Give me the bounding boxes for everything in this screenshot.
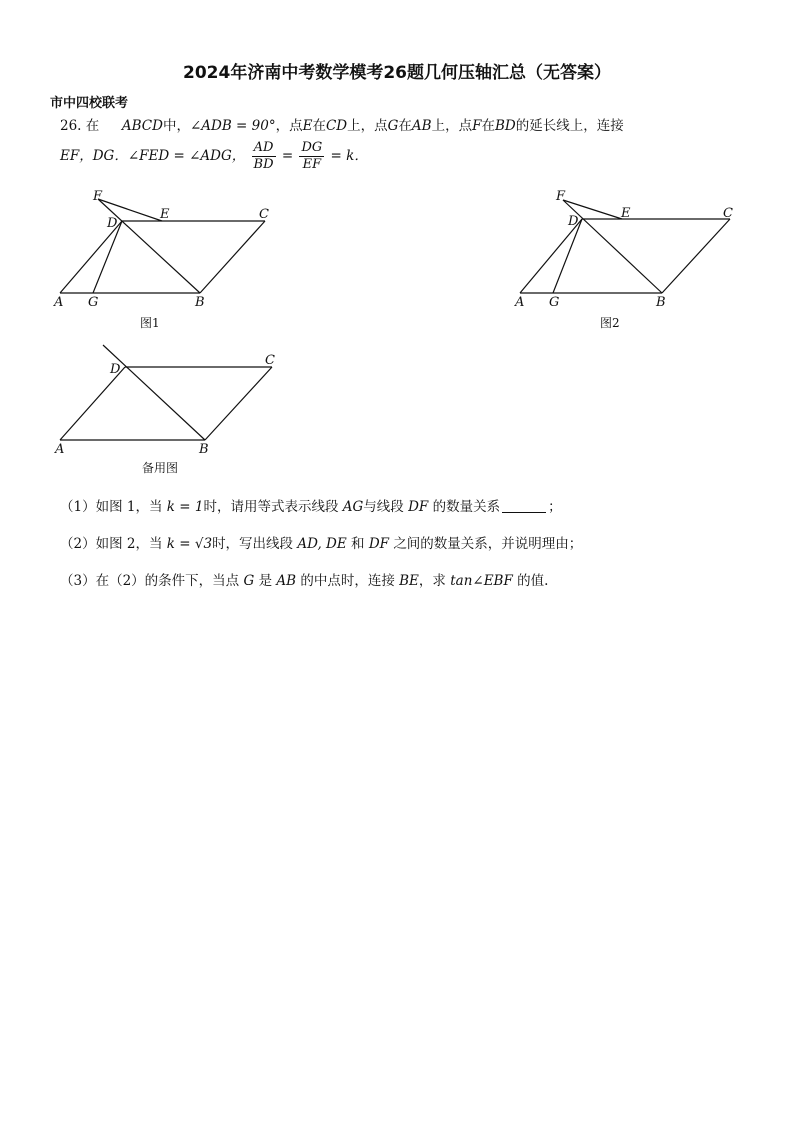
figure-2-caption: 图2	[600, 316, 620, 330]
problem-line-1	[60, 114, 624, 134]
problem-text: 在	[312, 118, 326, 134]
math-point: F	[472, 118, 482, 134]
figure-2	[510, 185, 750, 335]
math-inline: AG	[342, 499, 364, 515]
problem-text: 上，点	[431, 118, 473, 134]
question-1	[60, 495, 562, 515]
segment-bd-extended	[103, 345, 205, 440]
segment-da	[60, 367, 125, 440]
label-g: G	[549, 295, 560, 310]
segment-dg	[553, 219, 582, 293]
math-inline: DF	[408, 499, 429, 515]
problem-text: 在	[85, 118, 100, 134]
figure-backup	[50, 340, 290, 480]
question-text: 时，请用等式表示线段	[203, 499, 339, 515]
question-text: 的中点时，连接	[300, 573, 395, 589]
label-e: E	[160, 207, 170, 222]
label-d: D	[107, 216, 118, 231]
label-d: D	[568, 214, 579, 229]
math-segment: BD	[494, 118, 516, 134]
problem-text: 在	[481, 118, 495, 134]
label-f: F	[93, 189, 103, 204]
problem-text: ，点	[275, 118, 303, 134]
figure-1-caption: 图1	[140, 316, 160, 330]
math-inline: DF	[368, 536, 390, 552]
math-point: G	[387, 118, 399, 134]
math-segment: AB	[411, 118, 432, 134]
question-text: 是	[258, 573, 273, 589]
label-b: B	[656, 295, 666, 310]
page-title: 2024年济南中考数学模考26题几何压轴汇总（无答案）	[183, 63, 611, 83]
math-inline: k = 1	[166, 499, 204, 515]
question-text: 的数量关系	[432, 499, 501, 515]
question-text: （3）在（2）的条件下，当点	[60, 573, 240, 589]
label-c: C	[723, 206, 733, 221]
problem-number: 26.	[60, 118, 82, 134]
figure-backup-lines	[60, 345, 272, 440]
label-b: B	[199, 442, 209, 457]
math-text: = k．	[330, 148, 368, 164]
question-text: ，求	[418, 573, 446, 589]
fraction-numerator: DG	[301, 140, 323, 155]
section-heading: 市中四校联考	[50, 96, 129, 111]
math-inline: AD, DE	[297, 536, 347, 552]
segment-da	[520, 219, 582, 293]
figure-backup-caption: 备用图	[142, 461, 179, 475]
problem-text: 中，	[162, 118, 190, 134]
problem-text: 的延长线上，连接	[515, 118, 624, 134]
question-text: ；	[548, 499, 562, 515]
question-text: 与线段	[363, 499, 404, 515]
problem-line-2	[60, 140, 368, 173]
segment-bc	[662, 219, 730, 293]
segment-da	[60, 221, 122, 293]
label-g: G	[88, 295, 99, 310]
question-2	[60, 532, 582, 552]
question-text: 之间的数量关系，并说明理由；	[393, 536, 583, 552]
segment-bc	[200, 221, 265, 293]
problem-text: 在	[398, 118, 412, 134]
question-text: 时，写出线段	[212, 536, 294, 552]
segment-bf	[98, 199, 200, 293]
label-e: E	[621, 206, 631, 221]
segment-bc	[205, 367, 272, 440]
question-text: 和	[351, 536, 365, 552]
question-text: 的值.	[517, 573, 549, 589]
label-b: B	[195, 295, 205, 310]
label-c: C	[265, 353, 275, 368]
fraction-numerator: AD	[252, 140, 276, 157]
label-a: A	[54, 295, 64, 310]
math-inline: BE	[399, 573, 419, 589]
question-text: （1）如图 1，当	[60, 499, 163, 515]
figure-1	[50, 185, 280, 335]
math-inline: AB	[276, 573, 297, 589]
label-f: F	[556, 189, 566, 204]
problem-text: 上，点	[347, 118, 388, 134]
math-shape: ABCD	[121, 118, 163, 134]
label-a: A	[515, 295, 525, 310]
fraction-denominator: BD	[253, 157, 274, 172]
math-point: E	[302, 118, 313, 134]
math-inline: tan∠EBF	[450, 573, 513, 589]
label-a: A	[55, 442, 65, 457]
math-inline: k = √3	[166, 536, 213, 552]
fraction-dg-ef	[299, 140, 324, 173]
equals-sign: =	[281, 148, 294, 164]
segment-dg	[93, 221, 122, 293]
answer-blank[interactable]	[502, 512, 546, 513]
math-segment: CD	[325, 118, 348, 134]
math-text: EF，DG．∠FED = ∠ADG，	[60, 148, 246, 164]
label-c: C	[259, 207, 269, 222]
fraction-ad-bd	[252, 140, 276, 173]
fraction-denominator: EF	[302, 157, 322, 172]
question-3	[60, 569, 548, 589]
label-d: D	[110, 362, 121, 377]
math-angle: ∠ADB = 90°	[189, 118, 276, 134]
math-inline: G	[243, 573, 255, 589]
question-text: （2）如图 2，当	[60, 536, 163, 552]
